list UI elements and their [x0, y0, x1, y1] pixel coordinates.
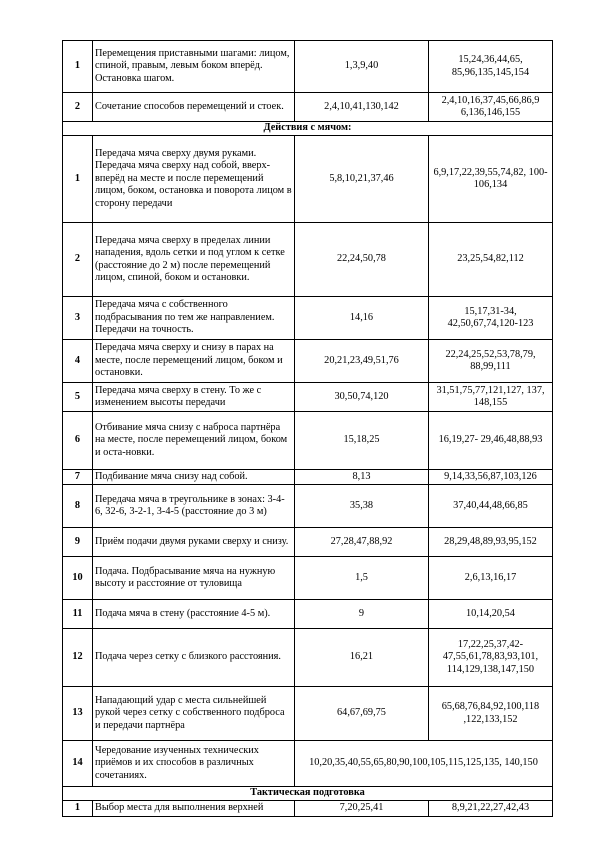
exercise-description: Передача мяча сверху двумя руками. Передача мяча сверху над собой, вверх-вперёд на месте и после перемещений лицом, боком, остановка и поворота лицом в сторону передачи: [93, 136, 295, 223]
lesson-numbers-cell: 17,22,25,37,42- 47,55,61,78,83,93,101, 114,129,138,147,150: [429, 629, 553, 687]
row-number: 2: [63, 223, 93, 297]
row-number: 11: [63, 600, 93, 629]
lesson-numbers-cell: 22,24,50,78: [295, 223, 429, 297]
lesson-numbers-cell: 2,4,10,16,37,45,66,86,9 6,136,146,155: [429, 93, 553, 122]
row-number: 3: [63, 297, 93, 340]
lesson-numbers-cell: 9: [295, 600, 429, 629]
exercise-description: Сочетание способов перемещений и стоек.: [93, 93, 295, 122]
lesson-numbers-cell: 1,5: [295, 557, 429, 600]
lesson-numbers-cell: 65,68,76,84,92,100,118 ,122,133,152: [429, 687, 553, 741]
table-row: [63, 557, 553, 600]
row-number: 1: [63, 41, 93, 93]
lesson-numbers-cell: 7,20,25,41: [295, 801, 429, 817]
lesson-numbers-cell: 6,9,17,22,39,55,74,82, 100-106,134: [429, 136, 553, 223]
row-number: 4: [63, 340, 93, 383]
row-number: 8: [63, 485, 93, 528]
lesson-numbers-cell: 14,16: [295, 297, 429, 340]
lesson-numbers-cell: 2,6,13,16,17: [429, 557, 553, 600]
exercise-description: Передача мяча сверху в стену. То же с изменением высоты передачи: [93, 383, 295, 412]
section-row: [63, 787, 553, 801]
lesson-numbers-cell: 15,18,25: [295, 412, 429, 470]
exercise-description: Передача мяча в треугольнике в зонах: 3-4-6, 32-6, 3-2-1, 3-4-5 (расстояние до 3 м): [93, 485, 295, 528]
row-number: 7: [63, 470, 93, 485]
lesson-numbers-cell: 10,20,35,40,55,65,80,90,100,105,115,125,135, 140,150: [295, 741, 553, 787]
section-heading: Тактическая подготовка: [63, 787, 553, 801]
table-row: [63, 741, 553, 787]
table-row: [63, 485, 553, 528]
row-number: 6: [63, 412, 93, 470]
table-row: [63, 600, 553, 629]
lesson-numbers-cell: 10,14,20,54: [429, 600, 553, 629]
lesson-numbers-cell: 31,51,75,77,121,127, 137, 148,155: [429, 383, 553, 412]
section-row: [63, 122, 553, 136]
row-number: 1: [63, 801, 93, 817]
table-row: [63, 340, 553, 383]
exercise-description: Подача через сетку с близкого расстояния.: [93, 629, 295, 687]
lesson-numbers-cell: 16,19,27- 29,46,48,88,93: [429, 412, 553, 470]
lesson-numbers-cell: 20,21,23,49,51,76: [295, 340, 429, 383]
exercise-description: Передача мяча сверху и снизу в парах на месте, после перемещений лицом, боком и остановки.: [93, 340, 295, 383]
table-row: [63, 41, 553, 93]
lesson-numbers-cell: 9,14,33,56,87,103,126: [429, 470, 553, 485]
table-row: [63, 801, 553, 817]
row-number: 5: [63, 383, 93, 412]
lesson-numbers-cell: 5,8,10,21,37,46: [295, 136, 429, 223]
table-row: [63, 383, 553, 412]
table-row: [63, 297, 553, 340]
table-body: [63, 41, 553, 817]
lesson-numbers-cell: 28,29,48,89,93,95,152: [429, 528, 553, 557]
section-heading: Действия с мячом:: [63, 122, 553, 136]
lesson-numbers-cell: 27,28,47,88,92: [295, 528, 429, 557]
exercise-description: Отбивание мяча снизу с наброса партнёра на месте, после перемещений лицом, боком и оста-новки.: [93, 412, 295, 470]
lesson-numbers-cell: 23,25,54,82,112: [429, 223, 553, 297]
exercise-description: Выбор места для выполнения верхней: [93, 801, 295, 817]
row-number: 1: [63, 136, 93, 223]
lesson-numbers-cell: 30,50,74,120: [295, 383, 429, 412]
row-number: 2: [63, 93, 93, 122]
exercise-description: Подбивание мяча снизу над собой.: [93, 470, 295, 485]
table-row: [63, 93, 553, 122]
exercise-description: Приём подачи двумя руками сверху и снизу.: [93, 528, 295, 557]
table-row: [63, 470, 553, 485]
row-number: 13: [63, 687, 93, 741]
lesson-numbers-cell: 22,24,25,52,53,78,79, 88,99,111: [429, 340, 553, 383]
table-row: [63, 136, 553, 223]
lesson-numbers-cell: 37,40,44,48,66,85: [429, 485, 553, 528]
exercise-description: Передача мяча сверху в пределах линии нападения, вдоль сетки и под углом к сетке (расстояние до 2 м) после перемещений лицом, спиной, боком и остановки.: [93, 223, 295, 297]
table-row: [63, 223, 553, 297]
row-number: 10: [63, 557, 93, 600]
table-row: [63, 528, 553, 557]
lesson-numbers-cell: 1,3,9,40: [295, 41, 429, 93]
lesson-numbers-cell: 8,13: [295, 470, 429, 485]
table-row: [63, 629, 553, 687]
row-number: 12: [63, 629, 93, 687]
exercise-description: Подача. Подбрасывание мяча на нужную высоту и расстояние от туловища: [93, 557, 295, 600]
row-number: 14: [63, 741, 93, 787]
lesson-numbers-cell: 8,9,21,22,27,42,43: [429, 801, 553, 817]
lesson-numbers-cell: 15,24,36,44,65, 85,96,135,145,154: [429, 41, 553, 93]
lesson-plan-table: [62, 40, 553, 817]
lesson-numbers-cell: 16,21: [295, 629, 429, 687]
table-row: [63, 687, 553, 741]
exercise-description: Нападающий удар с места сильнейшей рукой через сетку с собственного подброса и передачи партнёра: [93, 687, 295, 741]
exercise-description: Передача мяча с собственного подбрасывания по тем же направлением. Передачи на точность.: [93, 297, 295, 340]
exercise-description: Перемещения приставными шагами: лицом, спиной, правым, левым боком вперёд. Остановка шагом.: [93, 41, 295, 93]
lesson-numbers-cell: 64,67,69,75: [295, 687, 429, 741]
lesson-numbers-cell: 35,38: [295, 485, 429, 528]
lesson-numbers-cell: 2,4,10,41,130,142: [295, 93, 429, 122]
exercise-description: Подача мяча в стену (расстояние 4-5 м).: [93, 600, 295, 629]
table-row: [63, 412, 553, 470]
exercise-description: Чередование изученных технических приёмов и их способов в различных сочетаниях.: [93, 741, 295, 787]
lesson-numbers-cell: 15,17,31-34, 42,50,67,74,120-123: [429, 297, 553, 340]
row-number: 9: [63, 528, 93, 557]
